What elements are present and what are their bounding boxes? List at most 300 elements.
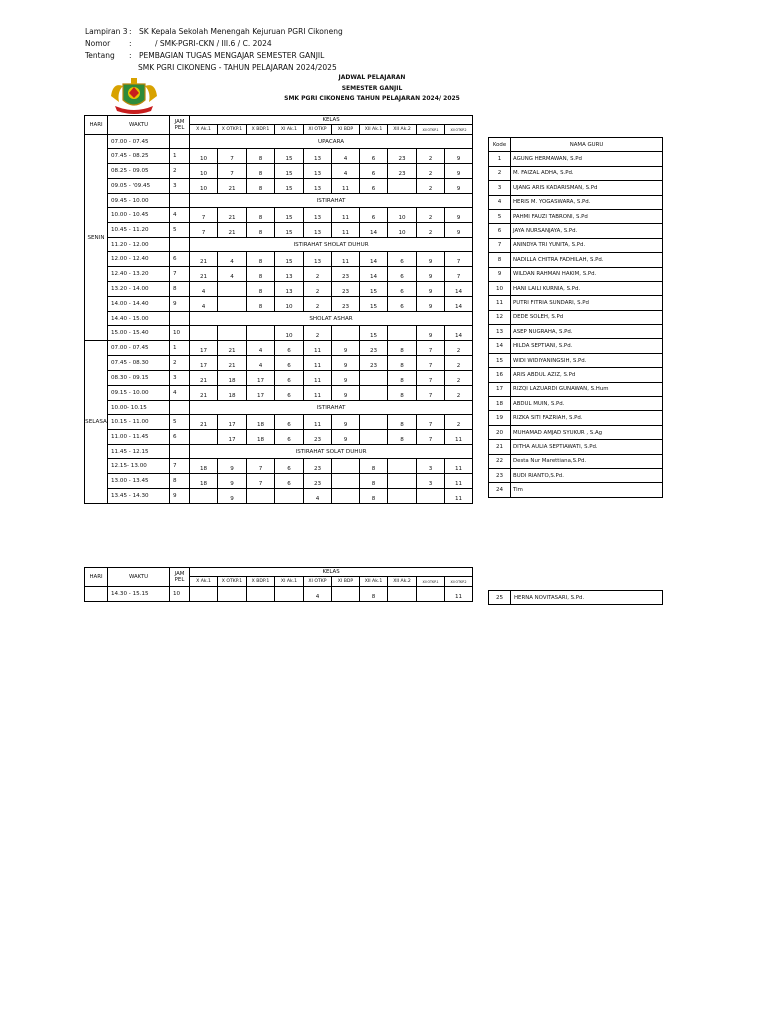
jam-cell: 3	[170, 371, 190, 386]
lampiran-key: Lampiran 3	[85, 27, 128, 36]
teacher-code-cell: 21	[190, 252, 218, 267]
teacher-code: 12	[489, 310, 511, 324]
teacher-code-cell: 18	[247, 415, 275, 430]
lampiran-line	[85, 27, 343, 37]
teacher-table	[488, 137, 663, 498]
jam-cell: 5	[170, 415, 190, 430]
teacher-code-cell: 23	[388, 164, 417, 179]
teacher-code-cell	[247, 326, 275, 341]
time-cell: 07.00 - 07.45	[108, 341, 170, 356]
teacher-row	[489, 483, 663, 497]
time-cell: 14.30 - 15.15	[108, 587, 170, 602]
jam-cell	[170, 401, 190, 415]
break-label: ISTIRAHAT	[190, 194, 473, 208]
teacher-code-cell	[360, 386, 388, 401]
tentang-value: PEMBAGIAN TUGAS MENGAJAR SEMESTER GANJIL	[139, 51, 325, 60]
teacher-code-cell: 10	[388, 208, 417, 223]
teacher-code-cell: 7	[417, 341, 445, 356]
time-cell: 10.00 - 10.45	[108, 208, 170, 223]
teacher-name: UJANG ARIS KADARISMAN, S.Pd	[511, 181, 663, 195]
teacher-name: BUDI RIANTO,S.Pd.	[511, 468, 663, 482]
teacher-code-cell: 4	[247, 356, 275, 371]
teacher-code-cell: 2	[417, 149, 445, 164]
teacher-code-cell: 9	[417, 282, 445, 297]
day-cell: SENIN	[85, 135, 108, 341]
time-cell: 14.40 - 15.00	[108, 312, 170, 326]
teacher-name: JAYA NURSANJAYA, S.Pd.	[511, 224, 663, 238]
teacher-code-cell: 7	[247, 474, 275, 489]
teacher-code-cell: 17	[247, 386, 275, 401]
teacher-code-cell: 11	[332, 252, 360, 267]
class-header: X OTKP.1	[218, 125, 247, 135]
time-cell: 13.45 - 14.30	[108, 489, 170, 504]
teacher-code-cell: 6	[388, 267, 417, 282]
teacher-code-cell: 23	[332, 267, 360, 282]
teacher-row	[489, 440, 663, 454]
teacher-code-cell: 2	[445, 356, 473, 371]
teacher-code-cell: 13	[304, 208, 332, 223]
class-header: X OTKP.1	[218, 577, 247, 587]
class-header: X BDP.1	[247, 125, 275, 135]
time-cell: 08.25 - 09.05	[108, 164, 170, 179]
jam-cell: 10	[170, 587, 190, 602]
teacher-code-cell: 2	[417, 179, 445, 194]
teacher-name: MUHAMAD AMJAD SYUKUR , S.Ag	[511, 425, 663, 439]
teacher-code-cell: 8	[360, 459, 388, 474]
teacher-code-cell: 23	[388, 149, 417, 164]
teacher-row	[489, 468, 663, 482]
teacher-code-cell: 7	[417, 415, 445, 430]
teacher-code-cell: 15	[275, 149, 304, 164]
teacher-code-cell: 11	[332, 208, 360, 223]
teacher-code-cell	[388, 179, 417, 194]
teacher-name: HERNA NOVITASARI, S.Pd.	[511, 591, 663, 605]
teacher-code-cell: 23	[360, 341, 388, 356]
teacher-row	[489, 411, 663, 425]
teacher-code-cell: 15	[360, 282, 388, 297]
jam-cell: 7	[170, 459, 190, 474]
nomor-value: / SMK-PGRI-CKN / III.6 / C. 2024	[155, 39, 272, 48]
teacher-code-cell: 2	[445, 386, 473, 401]
lampiran-value: SK Kepala Sekolah Menengah Kejuruan PGRI Cikoneng	[139, 27, 343, 36]
nama-guru-header: NAMA GURU	[511, 138, 663, 152]
teacher-code: 23	[489, 468, 511, 482]
time-cell: 07.00 - 07.45	[108, 135, 170, 149]
break-label: ISTIRAHAT SHOLAT DUHUR	[190, 238, 473, 252]
teacher-code-cell: 14	[360, 267, 388, 282]
teacher-code-cell: 2	[417, 208, 445, 223]
teacher-code-cell: 15	[275, 164, 304, 179]
teacher-code-cell: 10	[190, 179, 218, 194]
lesson-row	[85, 489, 473, 504]
teacher-code-cell	[190, 430, 218, 445]
teacher-code-cell: 10	[190, 149, 218, 164]
teacher-code: 13	[489, 325, 511, 339]
teacher-code-cell: 7	[417, 371, 445, 386]
lesson-row	[85, 356, 473, 371]
teacher-code-cell: 6	[275, 341, 304, 356]
teacher-row	[489, 224, 663, 238]
jam-cell: 6	[170, 252, 190, 267]
teacher-code: 7	[489, 238, 511, 252]
teacher-code-cell: 2	[304, 297, 332, 312]
teacher-row	[489, 238, 663, 252]
teacher-code-cell: 10	[190, 164, 218, 179]
teacher-code-cell: 8	[388, 356, 417, 371]
class-header: XII Ak.1	[360, 577, 388, 587]
teacher-code-cell: 9	[332, 341, 360, 356]
class-header: X Ak.1	[190, 577, 218, 587]
teacher-code-cell: 9	[332, 415, 360, 430]
teacher-code-cell: 15	[360, 297, 388, 312]
teacher-code-cell	[275, 587, 304, 602]
teacher-code-cell: 9	[417, 252, 445, 267]
teacher-row	[489, 339, 663, 353]
teacher-code-cell: 11	[304, 415, 332, 430]
teacher-code-cell: 14	[445, 326, 473, 341]
teacher-code-cell: 8	[360, 474, 388, 489]
teacher-code-cell: 8	[388, 371, 417, 386]
teacher-code-cell: 6	[360, 179, 388, 194]
break-label: ISTIRAHAT SOLAT DUHUR	[190, 445, 473, 459]
teacher-row	[489, 281, 663, 295]
teacher-code: 6	[489, 224, 511, 238]
teacher-code-cell: 23	[304, 459, 332, 474]
teacher-code-cell: 11	[445, 474, 473, 489]
teacher-name: DITHA AULIA SEPTIAWATI, S.Pd.	[511, 440, 663, 454]
teacher-row	[489, 166, 663, 180]
teacher-code-cell: 13	[304, 179, 332, 194]
lesson-row	[85, 587, 473, 602]
teacher-code-cell: 17	[190, 341, 218, 356]
teacher-code-cell: 4	[218, 267, 247, 282]
teacher-code-cell: 11	[304, 386, 332, 401]
teacher-code-cell: 6	[360, 149, 388, 164]
teacher-code-cell: 4	[218, 252, 247, 267]
time-cell: 13.00 - 13.45	[108, 474, 170, 489]
teacher-code: 25	[489, 591, 511, 605]
teacher-row	[489, 209, 663, 223]
teacher-code-cell: 6	[275, 474, 304, 489]
teacher-code-cell: 10	[275, 326, 304, 341]
teacher-code-cell: 7	[247, 459, 275, 474]
teacher-row	[489, 382, 663, 396]
lesson-row	[85, 415, 473, 430]
teacher-code-cell: 13	[304, 149, 332, 164]
teacher-code-cell: 8	[388, 415, 417, 430]
teacher-code: 17	[489, 382, 511, 396]
teacher-code-cell: 8	[247, 179, 275, 194]
teacher-code-cell: 21	[190, 415, 218, 430]
teacher-code-cell: 7	[417, 386, 445, 401]
teacher-code-cell: 9	[417, 267, 445, 282]
lesson-row	[85, 430, 473, 445]
teacher-code-cell	[190, 326, 218, 341]
teacher-code-cell: 21	[218, 223, 247, 238]
teacher-code: 5	[489, 209, 511, 223]
teacher-code-cell	[417, 489, 445, 504]
teacher-code-cell	[360, 415, 388, 430]
teacher-code-cell	[332, 489, 360, 504]
teacher-code-cell: 9	[445, 164, 473, 179]
hari-header: HARI	[85, 116, 108, 135]
teacher-row	[489, 454, 663, 468]
lesson-row	[85, 252, 473, 267]
jam-header: JAM PEL	[170, 568, 190, 587]
teacher-code-cell	[247, 489, 275, 504]
teacher-name: ASEP NUGRAHA, S.Pd.	[511, 325, 663, 339]
time-cell: 09.45 - 10.00	[108, 194, 170, 208]
teacher-code-cell: 14	[445, 297, 473, 312]
teacher-name: DEDE SOLEH, S.Pd	[511, 310, 663, 324]
time-cell: 10.15 - 11.00	[108, 415, 170, 430]
kelas-header: KELAS	[190, 116, 473, 125]
time-cell: 07.45 - 08.30	[108, 356, 170, 371]
teacher-code-cell	[388, 326, 417, 341]
teacher-code-cell	[332, 587, 360, 602]
teacher-code: 16	[489, 368, 511, 382]
teacher-code-cell	[275, 489, 304, 504]
time-cell: 15.00 - 15.40	[108, 326, 170, 341]
teacher-code-cell: 7	[417, 356, 445, 371]
teacher-code-cell: 17	[247, 371, 275, 386]
time-cell: 13.20 - 14.00	[108, 282, 170, 297]
header-row	[85, 116, 473, 125]
teacher-code-cell: 2	[445, 341, 473, 356]
teacher-code: 3	[489, 181, 511, 195]
jam-cell: 1	[170, 149, 190, 164]
teacher-code-cell	[332, 459, 360, 474]
class-header: XII Ak.2	[388, 577, 417, 587]
teacher-code-cell: 8	[388, 430, 417, 445]
teacher-code-cell: 6	[275, 415, 304, 430]
jam-cell	[170, 238, 190, 252]
teacher-code-cell: 2	[304, 326, 332, 341]
time-cell: 12.00 - 12.40	[108, 252, 170, 267]
day-cell: SELASA	[85, 341, 108, 504]
lesson-row	[85, 282, 473, 297]
jam-header: JAM PEL	[170, 116, 190, 135]
teacher-code-cell: 21	[190, 386, 218, 401]
teacher-code-cell: 7	[190, 208, 218, 223]
time-cell: 10.45 - 11.20	[108, 223, 170, 238]
teacher-code-cell: 8	[247, 223, 275, 238]
break-row	[85, 238, 473, 252]
jam-cell	[170, 194, 190, 208]
teacher-code-cell: 8	[247, 164, 275, 179]
teacher-code-cell: 9	[332, 430, 360, 445]
title-line-2: SEMESTER GANJIL	[341, 85, 403, 92]
teacher-code: 8	[489, 253, 511, 267]
teacher-code-cell: 9	[218, 489, 247, 504]
class-header: X BDP.1	[247, 577, 275, 587]
teacher-name: HILDA SEPTIANI, S.Pd.	[511, 339, 663, 353]
teacher-code-cell	[190, 489, 218, 504]
teacher-name: RIZKA SITI FAZRIAH, S.Pd.	[511, 411, 663, 425]
jam-cell: 9	[170, 297, 190, 312]
teacher-code-cell: 9	[218, 474, 247, 489]
teacher-code-cell: 8	[247, 252, 275, 267]
teacher-code-cell	[388, 474, 417, 489]
class-header: XI OTKP	[304, 577, 332, 587]
teacher-code-cell: 6	[275, 371, 304, 386]
jam-cell: 2	[170, 356, 190, 371]
break-row	[85, 401, 473, 415]
teacher-code-cell: 15	[275, 179, 304, 194]
teacher-name: WIDI WIDIYANINGSIH, S.Pd.	[511, 353, 663, 367]
header-row	[85, 568, 473, 577]
teacher-name: RIZQI LAZUARDI GUNAWAN, S.Hum	[511, 382, 663, 396]
nomor-key: Nomor	[85, 39, 111, 48]
school-logo	[107, 76, 161, 116]
teacher-name: PAHMI FAUZI TABRONI, S.Pd	[511, 209, 663, 223]
jam-cell: 7	[170, 267, 190, 282]
break-row	[85, 135, 473, 149]
class-header: XI Ak.1	[275, 577, 304, 587]
teacher-code-cell: 23	[332, 297, 360, 312]
teacher-row	[489, 195, 663, 209]
colon: :	[129, 39, 132, 48]
teacher-code: 1	[489, 152, 511, 166]
teacher-code-cell: 11	[445, 459, 473, 474]
teacher-code-cell: 6	[360, 208, 388, 223]
teacher-code-cell: 8	[247, 149, 275, 164]
teacher-name: ANINDYA TRI YUNITA, S.Pd.	[511, 238, 663, 252]
jam-cell: 4	[170, 208, 190, 223]
teacher-code-cell: 11	[304, 341, 332, 356]
teacher-name: ABDUL MUIN, S.Pd.	[511, 397, 663, 411]
teacher-code-cell: 21	[218, 179, 247, 194]
teacher-code-cell: 2	[417, 223, 445, 238]
tentang-line	[85, 51, 324, 61]
tentang-key: Tentang	[85, 51, 115, 60]
teacher-code-cell: 13	[304, 252, 332, 267]
jam-cell: 8	[170, 282, 190, 297]
teacher-code-cell: 23	[360, 356, 388, 371]
teacher-code-cell: 18	[190, 459, 218, 474]
jam-cell	[170, 445, 190, 459]
teacher-code: 11	[489, 296, 511, 310]
teacher-header-row	[489, 138, 663, 152]
class-header: XII OTKP.1	[417, 577, 445, 587]
teacher-code-cell	[388, 459, 417, 474]
teacher-code: 24	[489, 483, 511, 497]
teacher-code-cell: 4	[332, 164, 360, 179]
teacher-code-cell: 7	[218, 149, 247, 164]
teacher-name: M. FAIZAL ADHA, S.Pd.	[511, 166, 663, 180]
teacher-code-cell: 9	[332, 386, 360, 401]
teacher-code-cell: 17	[218, 430, 247, 445]
jam-cell: 10	[170, 326, 190, 341]
teacher-code-cell: 3	[417, 459, 445, 474]
teacher-code-cell: 15	[275, 223, 304, 238]
teacher-code-cell: 13	[304, 223, 332, 238]
teacher-code-cell	[360, 430, 388, 445]
lesson-row	[85, 459, 473, 474]
teacher-code-cell: 18	[218, 371, 247, 386]
teacher-code-cell: 13	[275, 267, 304, 282]
teacher-code-cell: 7	[445, 267, 473, 282]
schedule-table	[84, 115, 473, 504]
class-header: XI Ak.1	[275, 125, 304, 135]
teacher-code-cell	[417, 587, 445, 602]
teacher-code-cell: 9	[332, 356, 360, 371]
teacher-code-cell: 14	[360, 223, 388, 238]
teacher-code-cell: 2	[304, 282, 332, 297]
lesson-row	[85, 267, 473, 282]
teacher-code-cell: 11	[332, 223, 360, 238]
teacher-name: WILDAN RAHMAN HAKIM, S.Pd.	[511, 267, 663, 281]
teacher-code-cell: 14	[445, 282, 473, 297]
teacher-code-cell: 8	[388, 341, 417, 356]
tentang-value-2: SMK PGRI CIKONENG - TAHUN PELAJARAN 2024/2025	[138, 63, 337, 72]
lesson-row	[85, 164, 473, 179]
teacher-code: 15	[489, 353, 511, 367]
teacher-code-cell: 2	[304, 267, 332, 282]
teacher-code-cell: 9	[445, 223, 473, 238]
teacher-code-cell: 14	[360, 252, 388, 267]
teacher-code-cell: 18	[247, 430, 275, 445]
lesson-row	[85, 179, 473, 194]
teacher-code-cell: 9	[417, 297, 445, 312]
title-line-1: JADWAL PELAJARAN	[338, 74, 406, 81]
teacher-code-cell	[218, 587, 247, 602]
teacher-code: 4	[489, 195, 511, 209]
jam-cell: 3	[170, 179, 190, 194]
lesson-row	[85, 341, 473, 356]
teacher-code-cell	[388, 489, 417, 504]
teacher-code-cell: 6	[275, 386, 304, 401]
jam-cell: 9	[170, 489, 190, 504]
jam-cell: 5	[170, 223, 190, 238]
teacher-code: 14	[489, 339, 511, 353]
teacher-code-cell: 11	[445, 587, 473, 602]
lesson-row	[85, 326, 473, 341]
break-row	[85, 445, 473, 459]
teacher-code-cell: 21	[218, 356, 247, 371]
jam-cell	[170, 135, 190, 149]
teacher-code: 18	[489, 397, 511, 411]
teacher-code-cell: 8	[247, 282, 275, 297]
teacher-code-cell: 6	[388, 297, 417, 312]
teacher-row	[489, 296, 663, 310]
teacher-code-cell: 11	[445, 430, 473, 445]
teacher-code-cell: 11	[304, 356, 332, 371]
lesson-row	[85, 208, 473, 223]
time-cell: 11.20 - 12.00	[108, 238, 170, 252]
teacher-code-cell: 9	[218, 459, 247, 474]
teacher-code: 19	[489, 411, 511, 425]
teacher-code-cell: 18	[218, 386, 247, 401]
teacher-table-continued	[488, 590, 663, 605]
teacher-name: AGUNG HERMAWAN, S.Pd	[511, 152, 663, 166]
teacher-code-cell	[247, 587, 275, 602]
teacher-code: 2	[489, 166, 511, 180]
teacher-code-cell: 21	[190, 267, 218, 282]
teacher-row	[489, 368, 663, 382]
class-header: XI OTKP	[304, 125, 332, 135]
teacher-code-cell: 21	[218, 341, 247, 356]
teacher-row	[489, 253, 663, 267]
lesson-row	[85, 297, 473, 312]
class-header: XII OTKP.2	[445, 577, 473, 587]
teacher-code-cell	[332, 474, 360, 489]
teacher-code-cell: 17	[190, 356, 218, 371]
class-header: XII OTKP.1	[417, 125, 445, 135]
teacher-code-cell: 2	[445, 415, 473, 430]
break-label: SHOLAT ASHAR	[190, 312, 473, 326]
nomor-line	[85, 39, 272, 49]
